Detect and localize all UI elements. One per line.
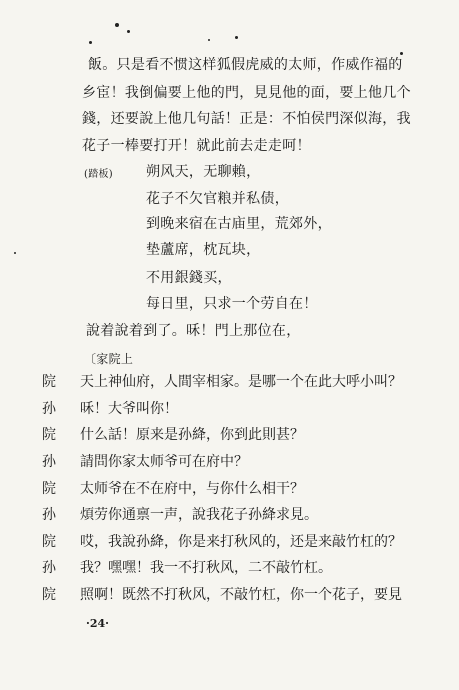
ink-speck [89, 41, 92, 44]
speech-text: 哎，我說孙絳，你是来打秋风的，还是来敲竹杠的？ [80, 534, 402, 550]
speech-text: 照啊！既然不打秋风，不敲竹杠，你一个花子，要見 [80, 587, 402, 603]
dialogue-line [0, 480, 459, 498]
verse-line: 到晚来宿在古庙里，荒郊外， [146, 216, 332, 232]
speech-text: 咊！大爷叫你！ [80, 401, 178, 417]
ink-speck [127, 30, 130, 33]
speaker-label: 孙 [42, 454, 56, 470]
dialogue-line [0, 506, 459, 524]
prose-line: 花子一棒要打开！就此前去走走呵！ [82, 138, 311, 154]
dialogue-line [0, 586, 459, 604]
dialogue-line [0, 453, 459, 471]
verse-line: 每日里，只求一个劳自在！ [146, 296, 318, 312]
dialogue-line [0, 373, 459, 391]
prose-line: 說着說着到了。咊！門上那位在， [86, 323, 301, 339]
speech-text: 什么話！原来是孙絳，你到此則甚？ [80, 427, 304, 443]
speaker-label: 孙 [42, 560, 56, 576]
ink-speck [115, 23, 119, 27]
speaker-label: 院 [42, 374, 56, 390]
speaker-label: 院 [42, 587, 56, 603]
verse-line: 花子不欠官粮并私债， [146, 191, 289, 207]
prose-line: 錢，还要說上他几句話！正是：不怕侯門深似海，我 [82, 111, 411, 127]
ink-speck [208, 39, 210, 41]
verse-tag: (踏板) [84, 169, 114, 180]
speech-text: 我？嘿嘿！我一不打秋风，二不敲竹杠。 [80, 560, 332, 576]
page-number: ·24· [86, 617, 109, 630]
speech-text: 請問你家太师爷可在府中？ [80, 454, 248, 470]
dialogue-line [0, 400, 459, 418]
speaker-label: 院 [42, 427, 56, 443]
dialogue-line [0, 559, 459, 577]
prose-line: 飯。只是看不惯这样狐假虎威的太师，作威作福的 [88, 57, 403, 73]
ink-speck [235, 36, 238, 39]
stage-direction: 〔家院上 [84, 352, 134, 366]
dialogue-line [0, 533, 459, 551]
speaker-label: 孙 [42, 507, 56, 523]
speaker-label: 院 [42, 481, 56, 497]
verse-line: 朔风天，无聊賴， [146, 164, 261, 180]
speech-text: 煩劳你通禀一声，說我花子孙絳求見。 [80, 507, 318, 523]
ink-speck [400, 52, 403, 55]
speaker-label: 孙 [42, 401, 56, 417]
speaker-label: 院 [42, 534, 56, 550]
verse-line: 垫蘆席，枕瓦块， [146, 242, 261, 258]
prose-line: 乡宦！我倒偏要上他的門，見見他的面，要上他几个 [82, 85, 411, 101]
verse-line: 不用銀錢买， [146, 270, 232, 286]
speech-text: 天上神仙府，人間宰相家。是哪一个在此大呼小叫？ [80, 374, 402, 390]
ink-speck [14, 252, 16, 254]
dialogue-line [0, 426, 459, 444]
speech-text: 太师爷在不在府中，与你什么相干？ [80, 481, 304, 497]
